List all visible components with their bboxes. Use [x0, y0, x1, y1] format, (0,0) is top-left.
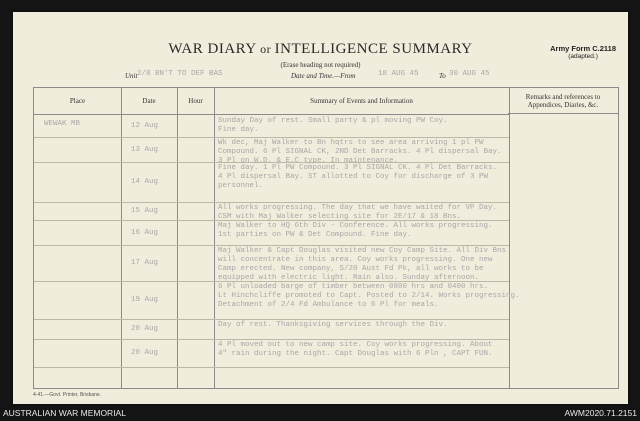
remarks-column	[508, 87, 619, 389]
row-summary-line: Fine day.	[218, 126, 259, 134]
archive-reference: AWM2020.71.2151	[564, 408, 637, 418]
row-summary-line: 4 Pl moved out to new camp site. Coy works progressing. About	[218, 341, 493, 349]
col-divider	[177, 88, 178, 388]
col-hour-header: Hour	[177, 88, 214, 115]
title-war-diary: WAR DIARY	[168, 41, 257, 57]
date-to-label: To	[439, 72, 446, 80]
col-date-header: Date	[121, 88, 177, 115]
row-summary-line: 4 Pl dispersal Bay. ST allotted to Coy for discharge of 3 PW	[218, 173, 489, 181]
row-summary-line: 4" rain during the night. Capt Douglas with 6 Pln , CAPT FUN.	[218, 350, 493, 358]
row-summary-line: CSM with Maj Walker selecting site for 2E/17 & 18 Bns.	[218, 213, 462, 221]
row-summary-line: Day of rest. Thanksgiving services through the Div.	[218, 321, 448, 329]
col-summary-header: Summary of Events and Information	[214, 88, 509, 115]
row-summary-line: equipped with electric light. Rain also. Sunday afternoon.	[218, 274, 480, 282]
row-rule	[34, 319, 509, 320]
row-summary-line: Sunday Day of rest. Small party & pl moving PW Coy.	[218, 117, 448, 125]
row-summary-line: Camp erected. New company, S/20 Aust Fd Pk, all works to be	[218, 265, 484, 273]
unit-label: Unit	[125, 72, 138, 80]
row-summary-line: All works progressing. The day that we have waited for VP Day.	[218, 204, 498, 212]
row-summary-line: will concentrate in this area. Coy works progressing. One new	[218, 256, 493, 264]
col-divider	[214, 88, 215, 388]
row-rule	[34, 137, 509, 138]
date-from-value: 18 AUG 45	[378, 70, 419, 78]
row-summary-line: Compound. 6 Pl SIGNAL CK, 2ND Det Barracks. 4 Pl dispersal Bay.	[218, 148, 502, 156]
row-rule	[34, 339, 509, 340]
row-date: 20 Aug	[131, 349, 159, 357]
row-summary-line: personnel.	[218, 182, 264, 190]
form-subtitle: (Erase heading not required)	[280, 61, 361, 69]
row-summary-line: 1st parties on PW & Det Compound. Fine day.	[218, 231, 412, 239]
row-summary-line: Detachment of 2/4 Fd Ambulance to 6 Pl for meals.	[218, 301, 439, 309]
row-date: 15 Aug	[131, 207, 159, 215]
row-rule	[34, 245, 509, 246]
form-title	[13, 41, 628, 58]
col-remarks-header: Remarks and references to Appendices, Diaries, &c.	[508, 88, 618, 114]
row-summary-line: Wk dec, Maj Walker to Bn hqtrs to see area arriving 1 pl PW	[218, 139, 484, 147]
row-date: 13 Aug	[131, 145, 159, 154]
date-to-value: 30 AUG 45	[449, 70, 490, 78]
unit-value: 2/8 BN'T TO DEF BAS	[137, 70, 223, 78]
army-form-label	[550, 44, 616, 60]
row-date: 19 Aug	[131, 296, 159, 304]
row-place: WEWAK MB	[44, 120, 81, 128]
diary-table	[33, 87, 520, 389]
row-summary-line: Fine day. 1 Pl PW Compound. 3 Pl SIGNAL CK. 4 Pl Det Barracks.	[218, 164, 498, 172]
date-time-label: Date and Time.—From	[291, 72, 356, 80]
army-form-adapted: (adapted.)	[568, 53, 598, 60]
row-summary-line: 6 Pl unloaded barge of timber between 0800 hrs and 0400 hrs.	[218, 283, 489, 291]
row-rule	[34, 202, 509, 203]
row-summary-line: Lt Hinchcliffe promoted to Capt. Posted to 2/14. Works progressing.	[218, 292, 520, 300]
col-place-header: Place	[34, 88, 121, 115]
row-rule	[34, 367, 509, 368]
row-date: 14 Aug	[131, 178, 159, 186]
row-summary-line: Maj Walker & Capt Douglas visited new Coy Camp Site. All Div Bns	[218, 247, 507, 255]
army-form-number: Army Form C.2118	[550, 44, 616, 53]
printer-imprint: 4-41.—Govt. Printer, Brisbane.	[33, 392, 102, 398]
row-date: 12 Aug	[131, 122, 159, 130]
col-divider	[121, 88, 122, 388]
row-date: 17 Aug	[131, 259, 159, 267]
row-summary-line: 3 Pl on W.D. & E.C type. In maintenance.	[218, 157, 399, 165]
row-date: 16 Aug	[131, 228, 159, 237]
title-or: or	[256, 42, 275, 56]
title-intelligence-summary: INTELLIGENCE SUMMARY	[274, 41, 473, 57]
row-date: 20 Aug	[131, 325, 159, 333]
war-diary-sheet	[13, 12, 628, 404]
row-summary-line: Maj Walker to HQ 6th Div - Conference. All works progressing.	[218, 222, 493, 230]
archive-caption: AUSTRALIAN WAR MEMORIAL	[3, 408, 126, 418]
